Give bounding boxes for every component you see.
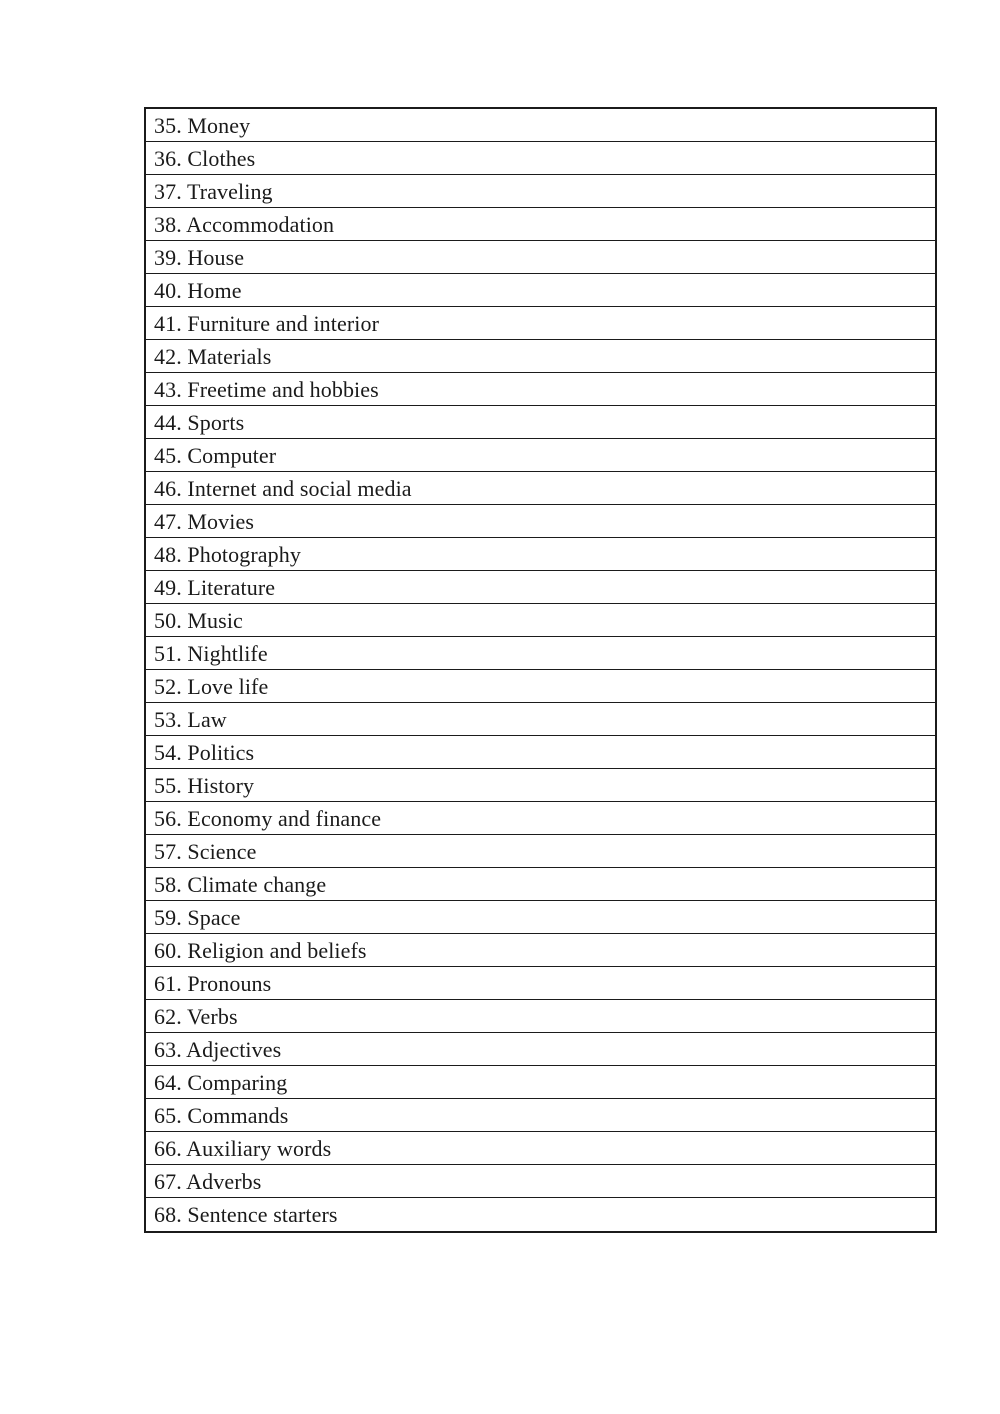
table-row [146, 241, 935, 274]
topic-label: 52. Love life [154, 673, 269, 699]
topic-label: 45. Computer [154, 442, 277, 468]
table-row [146, 1132, 935, 1165]
table-row [146, 835, 935, 868]
table-row [146, 571, 935, 604]
table-row [146, 1099, 935, 1132]
topic-label: 38. Accommodation [154, 211, 335, 237]
table-row [146, 208, 935, 241]
table-row [146, 934, 935, 967]
topic-label: 65. Commands [154, 1102, 289, 1128]
table-row [146, 637, 935, 670]
topic-label: 66. Auxiliary words [154, 1135, 332, 1161]
table-row [146, 670, 935, 703]
table-row [146, 703, 935, 736]
topic-label: 48. Photography [154, 541, 301, 567]
topic-label: 57. Science [154, 838, 257, 864]
topic-label: 43. Freetime and hobbies [154, 376, 379, 402]
topics-table [144, 107, 937, 1233]
table-row [146, 1033, 935, 1066]
topic-label: 40. Home [154, 277, 242, 303]
topic-label: 41. Furniture and interior [154, 310, 379, 336]
topic-label: 62. Verbs [154, 1003, 238, 1029]
table-row [146, 505, 935, 538]
topic-label: 51. Nightlife [154, 640, 268, 666]
table-row [146, 175, 935, 208]
topic-label: 54. Politics [154, 739, 255, 765]
table-row [146, 1198, 935, 1231]
table-row [146, 538, 935, 571]
topic-label: 68. Sentence starters [154, 1202, 338, 1227]
topic-label: 50. Music [154, 607, 243, 633]
table-row [146, 802, 935, 835]
table-row [146, 307, 935, 340]
topic-label: 61. Pronouns [154, 970, 272, 996]
topic-label: 37. Traveling [154, 178, 273, 204]
table-row [146, 406, 935, 439]
topic-label: 44. Sports [154, 409, 245, 435]
topic-label: 63. Adjectives [154, 1036, 282, 1062]
topic-label: 46. Internet and social media [154, 475, 412, 501]
topic-label: 55. History [154, 772, 255, 798]
topic-label: 56. Economy and finance [154, 805, 382, 831]
table-row [146, 472, 935, 505]
topic-label: 53. Law [154, 706, 227, 732]
table-row [146, 769, 935, 802]
topic-label: 60. Religion and beliefs [154, 937, 367, 963]
table-row [146, 1165, 935, 1198]
table-row [146, 736, 935, 769]
table-row [146, 439, 935, 472]
topic-label: 47. Movies [154, 508, 254, 534]
table-row [146, 1066, 935, 1099]
topic-label: 59. Space [154, 904, 241, 930]
table-row [146, 604, 935, 637]
table-row [146, 868, 935, 901]
table-row [146, 142, 935, 175]
topic-label: 36. Clothes [154, 145, 256, 171]
topic-label: 67. Adverbs [154, 1168, 262, 1194]
topic-label: 58. Climate change [154, 871, 327, 897]
topic-label: 49. Literature [154, 574, 276, 600]
topic-label: 39. House [154, 244, 245, 270]
topic-label: 64. Comparing [154, 1069, 288, 1095]
table-row [146, 340, 935, 373]
table-row [146, 274, 935, 307]
topic-label: 35. Money [154, 112, 251, 138]
table-row [146, 1000, 935, 1033]
topic-label: 42. Materials [154, 343, 272, 369]
table-row [146, 901, 935, 934]
table-row [146, 373, 935, 406]
table-row [146, 967, 935, 1000]
table-row [146, 109, 935, 142]
